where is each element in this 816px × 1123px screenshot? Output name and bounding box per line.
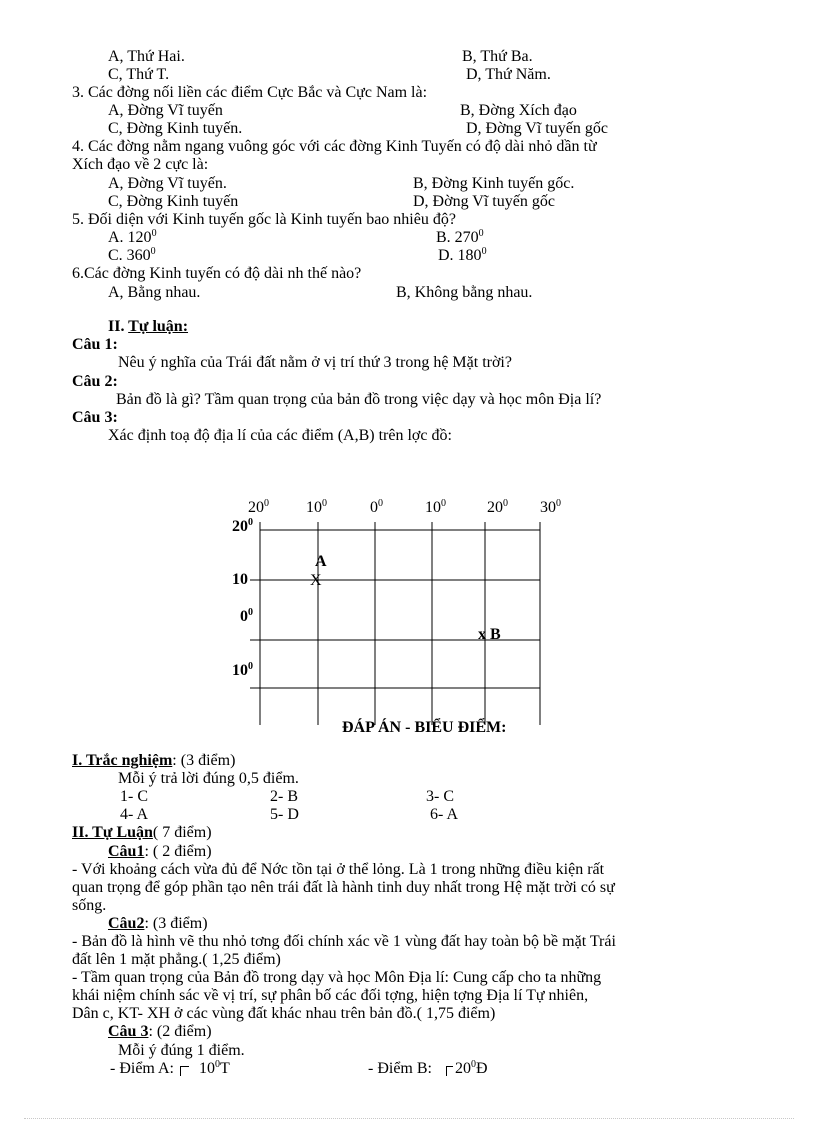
answer-key-title: ĐÁP ÁN - BIỂU ĐIỂM: [342,719,507,736]
left-label-4: $10^0$ [232,661,253,679]
left-label-3: $0^0$ [240,607,253,625]
cau3-text: Xác định toạ độ địa lí của các điểm (A,B) trên lợc đồ: [108,427,452,444]
q4-option-b: B, Đờng Kinh tuyến gốc. [413,175,575,192]
q4-question-line1: 4. Các đờng nằm ngang vuông góc với các đờng Kinh Tuyến có độ dài nhỏ dần từ [72,138,597,155]
q5-option-c: C. $360^0$ [108,246,156,264]
q5-option-d: D. $180^0$ [438,246,487,264]
q2-option-a: A, Thứ Hai. [108,48,185,65]
q4-option-c: C, Đờng Kinh tuyến [108,193,239,210]
c3-note: Mỗi ý đúng 1 điểm. [118,1042,245,1059]
q2-option-d: D, Thứ Năm. [466,66,551,83]
top-label-6: $30^0$ [540,498,561,516]
left-label-1: $20^0$ [232,517,253,535]
cau3-label: Câu 3: [72,409,118,426]
c2-heading: Câu2: (3 điểm) [108,915,208,932]
answer-key-1: 1- C [120,788,148,805]
cau1-label: Câu 1: [72,336,118,353]
point-a-marker: X [310,572,322,589]
c1-line1: - Với khoảng cách vừa đủ để Nớc tồn tại ở thể lỏng. Là 1 trong những điều kiện rất [72,861,605,878]
q6-option-b: B, Không bằng nhau. [396,284,533,301]
q4-option-a: A, Đờng Vĩ tuyến. [108,175,227,192]
top-label-1: $20^0$ [248,498,269,516]
q6-question: 6.Các đờng Kinh tuyến có độ dài nh thế nào? [72,265,362,282]
point-b-label: x B [478,626,501,643]
top-label-4: $10^0$ [425,498,446,516]
q5-question: 5. Đối diện với Kinh tuyến gốc là Kinh tuyến bao nhiêu độ? [72,211,456,228]
q6-option-a: A, Bằng nhau. [108,284,201,301]
answer-key-2: 2- B [270,788,298,805]
c2-line3: - Tầm quan trọng của Bản đồ trong dạy và học Môn Địa lí: Cung cấp cho ta những [72,969,602,986]
top-label-5: $20^0$ [487,498,508,516]
cau1-text: Nêu ý nghĩa của Trái đất nằm ở vị trí thứ 3 trong hệ Mặt trời? [118,354,512,371]
answer-key-6: 6- A [430,806,458,823]
q4-question-line2: Xích đạo về 2 cực là: [72,156,209,173]
answer-key-4: 4- A [120,806,148,823]
point-a-answer: - Điểm A: $10^0T$ [110,1059,230,1077]
c2-line4: khái niệm chính sác về vị trí, sự phân bố các đối tợng, hiện tợng Địa lí Tự nhiên, [72,987,589,1004]
q3-option-c: C, Đờng Kinh tuyến. [108,120,243,137]
c1-line3: sống. [72,897,107,914]
q3-question: 3. Các đờng nối liền các điểm Cực Bắc và Cực Nam là: [72,84,428,101]
c1-line2: quan trọng để góp phần tạo nên trái đất là hành tinh duy nhất trong Hệ mặt trời có sự [72,879,615,896]
q3-option-a: A, Đờng Vĩ tuyến [108,102,223,119]
top-label-2: $10^0$ [306,498,327,516]
part2-heading: II. Tự Luận( 7 điểm) [72,824,212,841]
c1-heading: Câu1: ( 2 điểm) [108,843,212,860]
q4-option-d: D, Đờng Vĩ tuyến gốc [413,193,555,210]
q2-option-b: B, Thứ Ba. [462,48,533,65]
answer-key-3: 3- C [426,788,454,805]
top-label-3: $0^0$ [370,498,383,516]
left-label-2: 10 [232,571,248,588]
answer-key-5: 5- D [270,806,299,823]
q3-option-b: B, Đờng Xích đạo [460,102,577,119]
c2-line2: đất lên 1 mặt phẳng.( 1,25 điểm) [72,951,281,968]
part1-heading: I. Trắc nghiệm: (3 điểm) [72,752,236,769]
part1-note: Mỗi ý trả lời đúng 0,5 điểm. [118,770,299,787]
bracket-mark [446,1066,453,1076]
q3-option-d: D, Đờng Vĩ tuyến gốc [466,120,608,137]
c3-heading: Câu 3: (2 điểm) [108,1023,212,1040]
cau2-label: Câu 2: [72,373,118,390]
q5-option-a: A. $120^0$ [108,228,157,246]
point-a-label: A [315,553,327,570]
essay-heading: II. Tự luận: [108,318,189,335]
point-b-answer: - Điểm B: $20^0Đ$ [368,1059,488,1077]
cau2-text: Bản đồ là gì? Tầm quan trọng của bản đồ trong việc dạy và học môn Địa lí? [116,391,602,408]
c2-line1: - Bản đồ là hình vẽ thu nhỏ tơng đối chính xác về 1 vùng đất hay toàn bộ bề mặt Trái [72,933,616,950]
q2-option-c: C, Thứ T. [108,66,170,83]
page-bottom-border [24,1118,794,1119]
q5-option-b: B. $270^0$ [436,228,484,246]
c2-line5: Dân c, KT- XH ở các vùng đất khác nhau trên bản đồ.( 1,75 điểm) [72,1005,496,1022]
bracket-mark [180,1066,189,1076]
